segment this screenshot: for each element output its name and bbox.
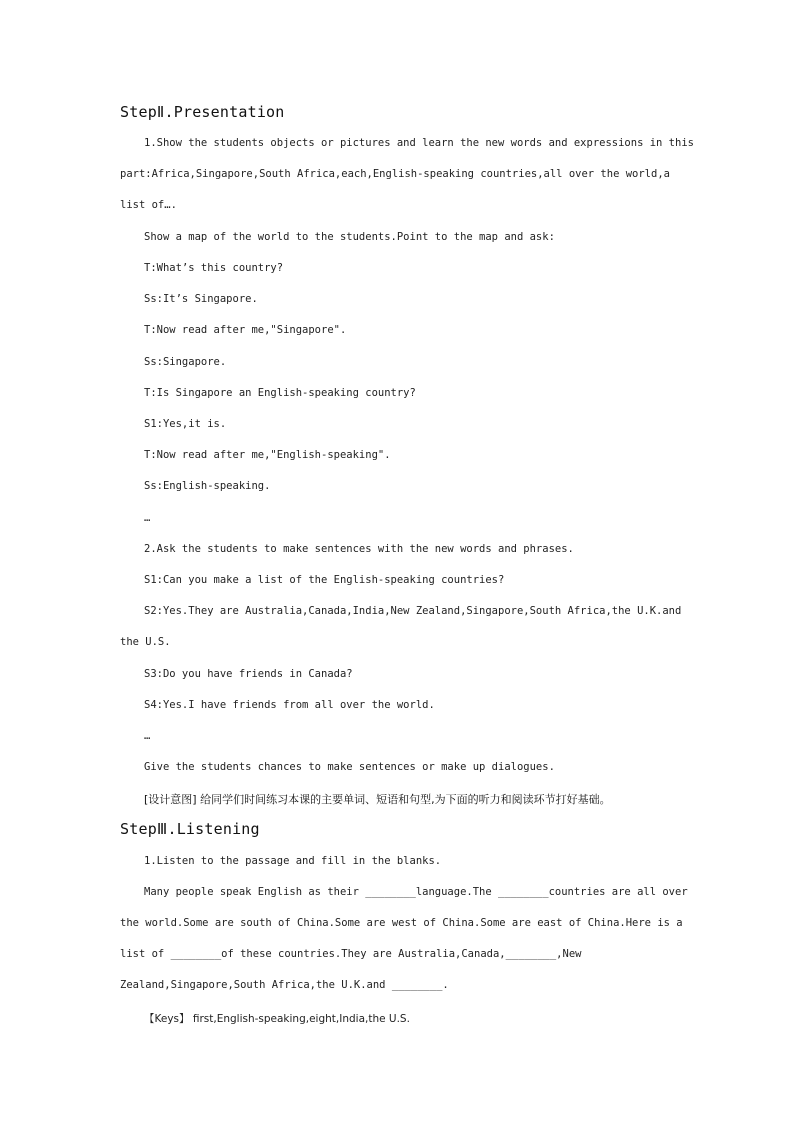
paragraph-line: list of….	[120, 199, 177, 211]
ellipsis-line: …	[144, 512, 151, 524]
dialogue-line: Ss:Singapore.	[144, 356, 227, 368]
dialogue-line: T:Now read after me,"Singapore".	[144, 324, 347, 336]
fill-in-text-line: the world.Some are south of China.Some are west of China.Some are east of China.Here is a	[120, 917, 683, 929]
fill-in-text-line: Many people speak English as their ________language.The ________countries are all over	[144, 886, 688, 898]
paragraph-line: part:Africa,Singapore,South Africa,each,English-speaking countries,all over the world,a	[120, 168, 670, 180]
paragraph-line: 1.Show the students objects or pictures and learn the new words and expressions in this	[144, 137, 694, 149]
dialogue-line: S2:Yes.They are Australia,Canada,India,New Zealand,Singapore,South Africa,the U.K.and	[144, 605, 682, 617]
ellipsis-line: …	[144, 730, 151, 742]
paragraph-line: 1.Listen to the passage and fill in the blanks.	[144, 855, 442, 867]
dialogue-line: T:Now read after me,"English-speaking".	[144, 449, 391, 461]
section-heading-presentation: StepⅡ.Presentation	[120, 103, 285, 121]
dialogue-line: S1:Can you make a list of the English-speaking countries?	[144, 574, 505, 586]
fill-in-text-line: Zealand,Singapore,South Africa,the U.K.and ________.	[120, 979, 449, 991]
dialogue-line: T:Is Singapore an English-speaking country?	[144, 387, 416, 399]
dialogue-line: S1:Yes,it is.	[144, 418, 227, 430]
paragraph-line: Give the students chances to make sentences or make up dialogues.	[144, 761, 555, 773]
dialogue-line: S3:Do you have friends in Canada?	[144, 668, 353, 680]
dialogue-line: the U.S.	[120, 636, 171, 648]
design-intent-note: [设计意图] 给同学们时间练习本课的主要单词、短语和句型,为下面的听力和阅读环节打好基础。	[144, 793, 611, 806]
dialogue-line: Ss:English-speaking.	[144, 480, 271, 492]
paragraph-line: Show a map of the world to the students.Point to the map and ask:	[144, 231, 555, 243]
dialogue-line: S4:Yes.I have friends from all over the world.	[144, 699, 435, 711]
section-heading-listening: StepⅢ.Listening	[120, 820, 260, 838]
paragraph-line: 2.Ask the students to make sentences with the new words and phrases.	[144, 543, 574, 555]
dialogue-line: Ss:It’s Singapore.	[144, 293, 258, 305]
dialogue-line: T:What’s this country?	[144, 262, 284, 274]
fill-in-text-line: list of ________of these countries.They are Australia,Canada,________,New	[120, 948, 582, 960]
answer-keys: 【Keys】 first,English-speaking,eight,India,the U.S.	[144, 1013, 410, 1025]
